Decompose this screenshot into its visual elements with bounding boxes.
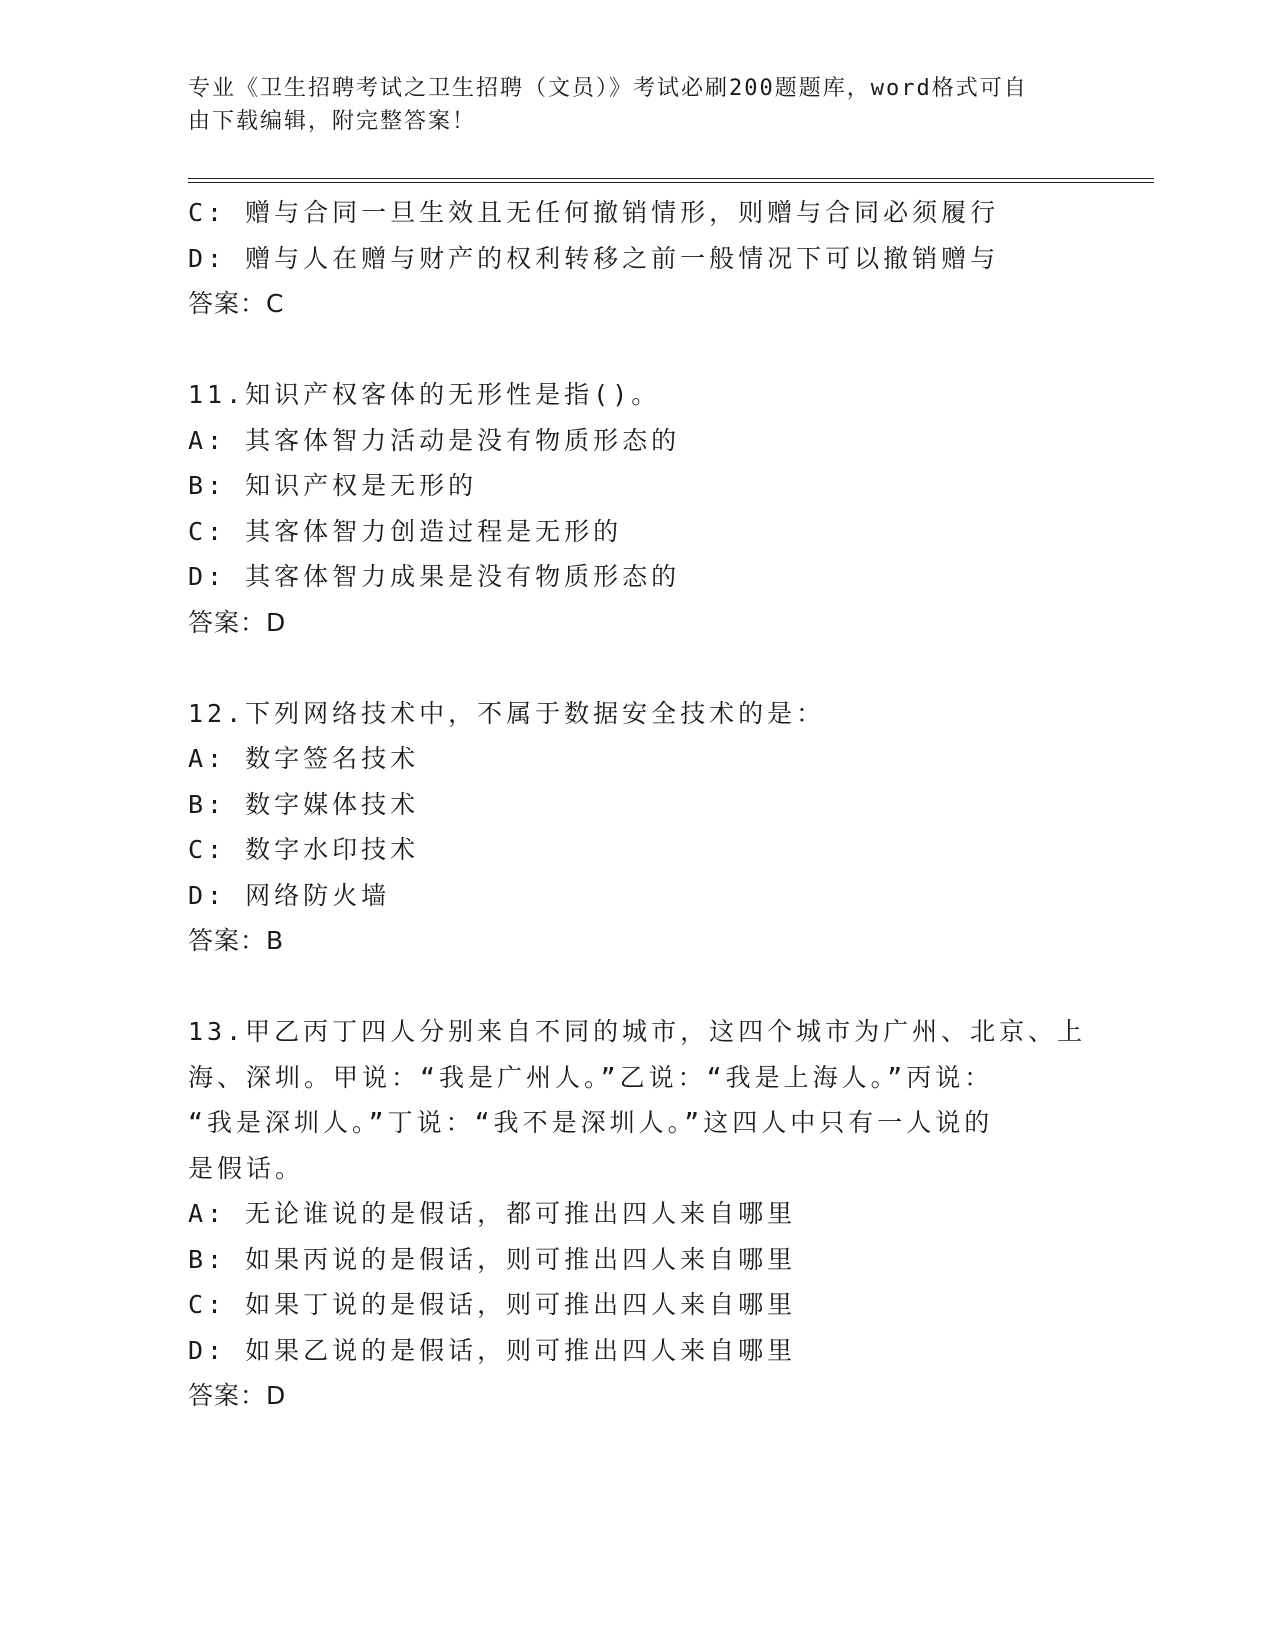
document-body [188,190,1088,1419]
option-a: A: 数字签名技术 [188,744,420,773]
header-divider [188,178,1154,183]
option-b: B: 知识产权是无形的 [188,471,478,500]
answer-line: 答案：B [188,926,285,955]
option-d: D: 网络防火墙 [188,880,391,910]
question-10-tail [188,190,1088,327]
question-stem-line-3: “我是深圳人。”丁说：“我不是深圳人。”这四人中只有一人说的 [188,1108,994,1137]
question-stem-line-4: 是假话。 [188,1153,305,1183]
question-12 [188,691,1088,964]
spacer [188,964,1088,1010]
option-d: D: 其客体智力成果是没有物质形态的 [188,562,681,591]
question-stem: 12.下列网络技术中，不属于数据安全技术的是： [188,698,826,728]
question-stem-line-2: 海、深圳。甲说：“我是广州人。”乙说：“我是上海人。”丙说： [188,1062,994,1092]
question-11 [188,372,1088,645]
option-c: C: 如果丁说的是假话，则可推出四人来自哪里 [188,1290,797,1319]
spacer [188,645,1088,691]
option-d: D: 赠与人在赠与财产的权利转移之前一般情况下可以撤销赠与 [188,243,1000,273]
answer-line: 答案：D [188,1381,287,1410]
option-c: C: 其客体智力创造过程是无形的 [188,516,623,546]
option-a: A: 其客体智力活动是没有物质形态的 [188,425,681,455]
option-c: C: 数字水印技术 [188,835,420,864]
question-13 [188,1009,1088,1419]
option-b: B: 如果丙说的是假话，则可推出四人来自哪里 [188,1244,797,1274]
option-c: C: 赠与合同一旦生效且无任何撤销情形，则赠与合同必须履行 [188,198,1000,227]
header-line-2: 由下载编辑，附完整答案！ [188,109,477,134]
option-a: A: 无论谁说的是假话，都可推出四人来自哪里 [188,1199,797,1228]
question-stem: 11.知识产权客体的无形性是指()。 [188,380,661,409]
option-d: D: 如果乙说的是假话，则可推出四人来自哪里 [188,1335,797,1365]
question-stem-line-1: 13.甲乙丙丁四人分别来自不同的城市，这四个城市为广州、北京、上 [188,1017,1087,1046]
answer-line: 答案：D [188,607,287,637]
header-line-1: 专业《卫生招聘考试之卫生招聘（文员）》考试必刷200题题库，word格式可自 [188,76,1028,101]
document-header [188,72,1068,138]
spacer [188,327,1088,373]
option-b: B: 数字媒体技术 [188,789,420,819]
answer-line: 答案：C [188,289,285,318]
